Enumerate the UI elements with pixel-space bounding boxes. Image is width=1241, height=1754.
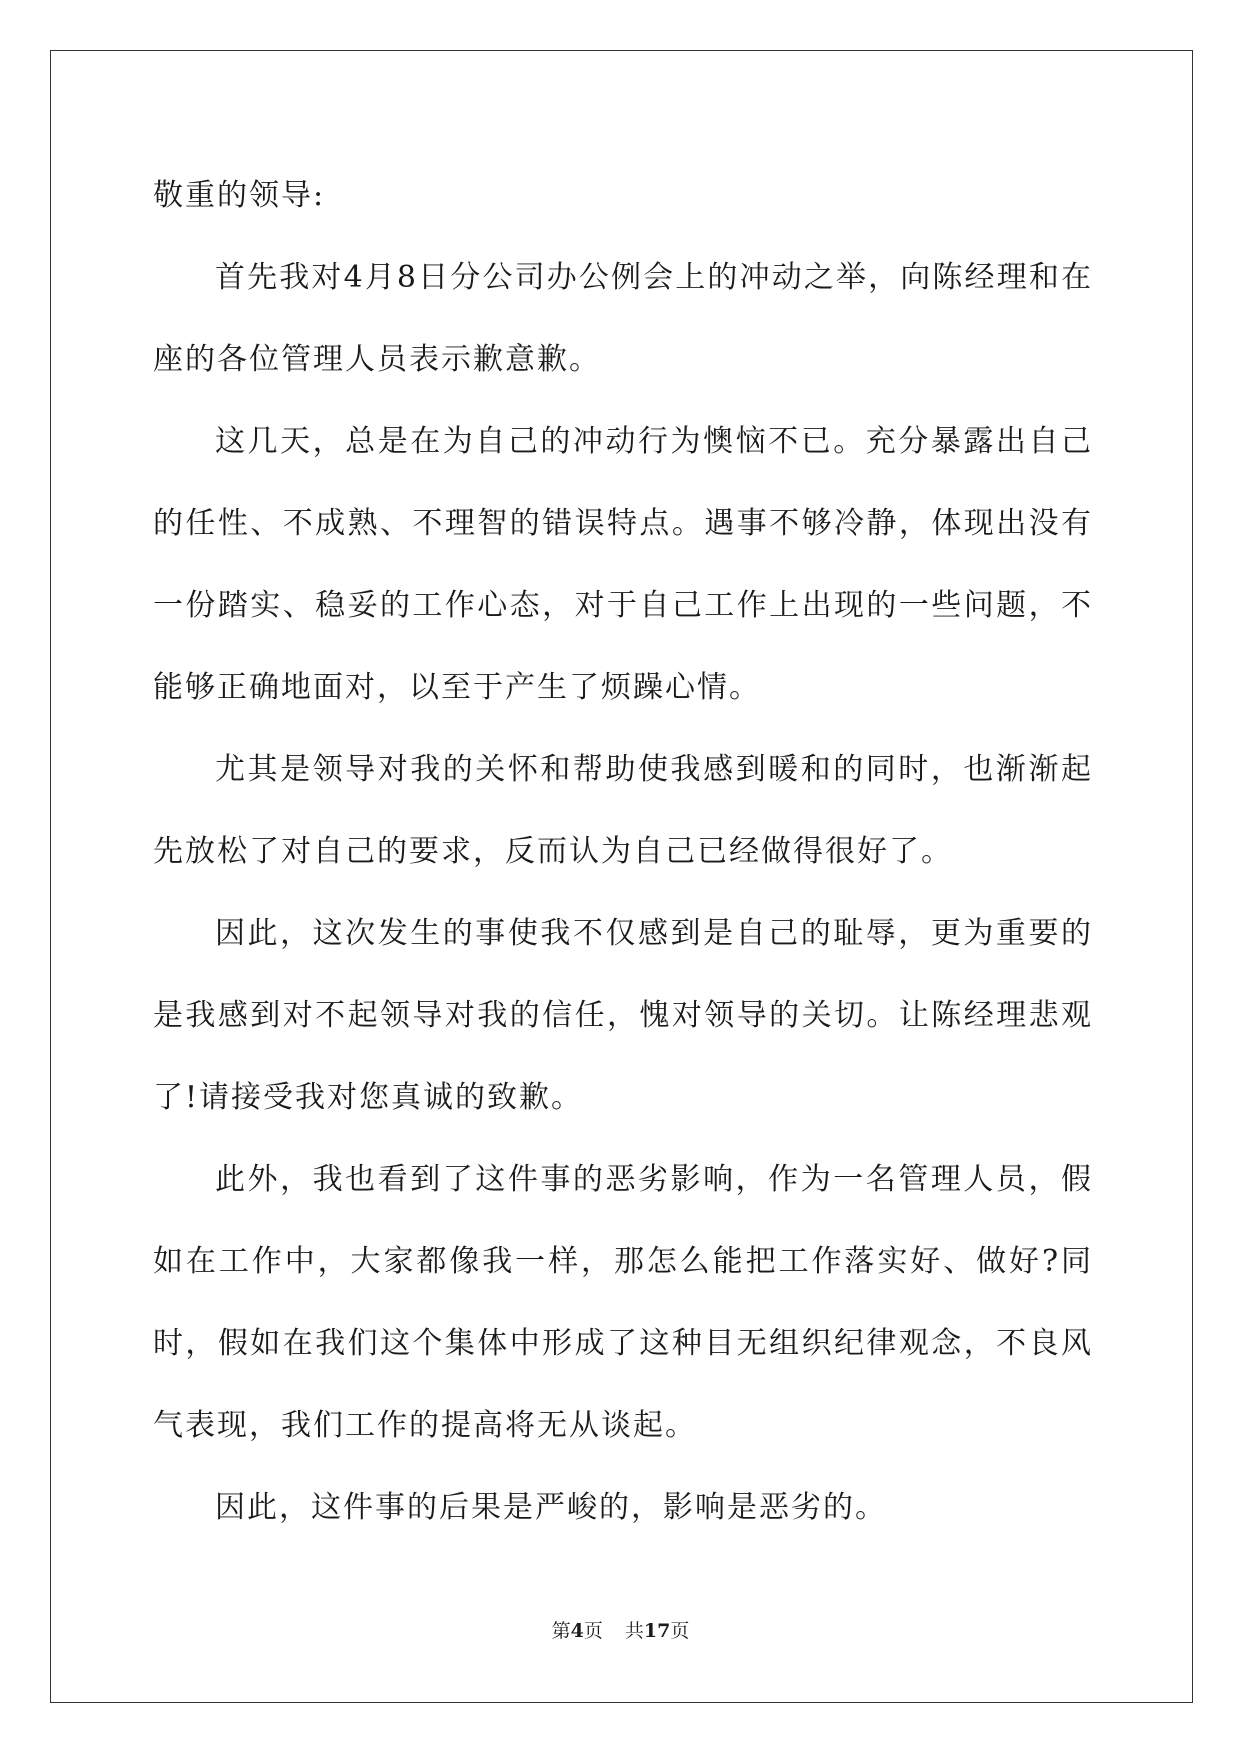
page-suffix: 页	[583, 1620, 603, 1642]
total-suffix: 页	[670, 1620, 690, 1642]
page-prefix: 第	[551, 1620, 571, 1642]
page-footer	[0, 1616, 1241, 1643]
paragraph: 因此，这次发生的事使我不仅感到是自己的耻辱，更为重要的是我感到对不起领导对我的信任，愧对领导的关切。让陈经理悲观了!请接受我对您真诚的致歉。	[153, 916, 1093, 1115]
salutation: 敬重的领导:	[153, 178, 326, 213]
paragraph: 尤其是领导对我的关怀和帮助使我感到暖和的同时，也渐渐起先放松了对自己的要求，反而认为自己已经做得很好了。	[153, 752, 1093, 869]
paragraph: 首先我对4月8日分公司办公例会上的冲动之举，向陈经理和在座的各位管理人员表示歉意歉。	[153, 260, 1093, 377]
document-body	[153, 155, 1093, 1549]
page-total: 17	[643, 1620, 671, 1642]
paragraph: 这几天，总是在为自己的冲动行为懊恼不已。充分暴露出自己的任性、不成熟、不理智的错误特点。遇事不够冷静，体现出没有一份踏实、稳妥的工作心态，对于自己工作上出现的一些问题，不能够正确地面对，以至于产生了烦躁心情。	[153, 424, 1093, 705]
total-prefix: 共	[624, 1620, 644, 1642]
page-current: 4	[570, 1620, 584, 1642]
paragraph: 此外，我也看到了这件事的恶劣影响，作为一名管理人员，假如在工作中，大家都像我一样，那怎么能把工作落实好、做好?同时，假如在我们这个集体中形成了这种目无组织纪律观念，不良风气表现，我们工作的提高将无从谈起。	[153, 1162, 1093, 1443]
paragraph: 因此，这件事的后果是严峻的，影响是恶劣的。	[215, 1490, 887, 1525]
